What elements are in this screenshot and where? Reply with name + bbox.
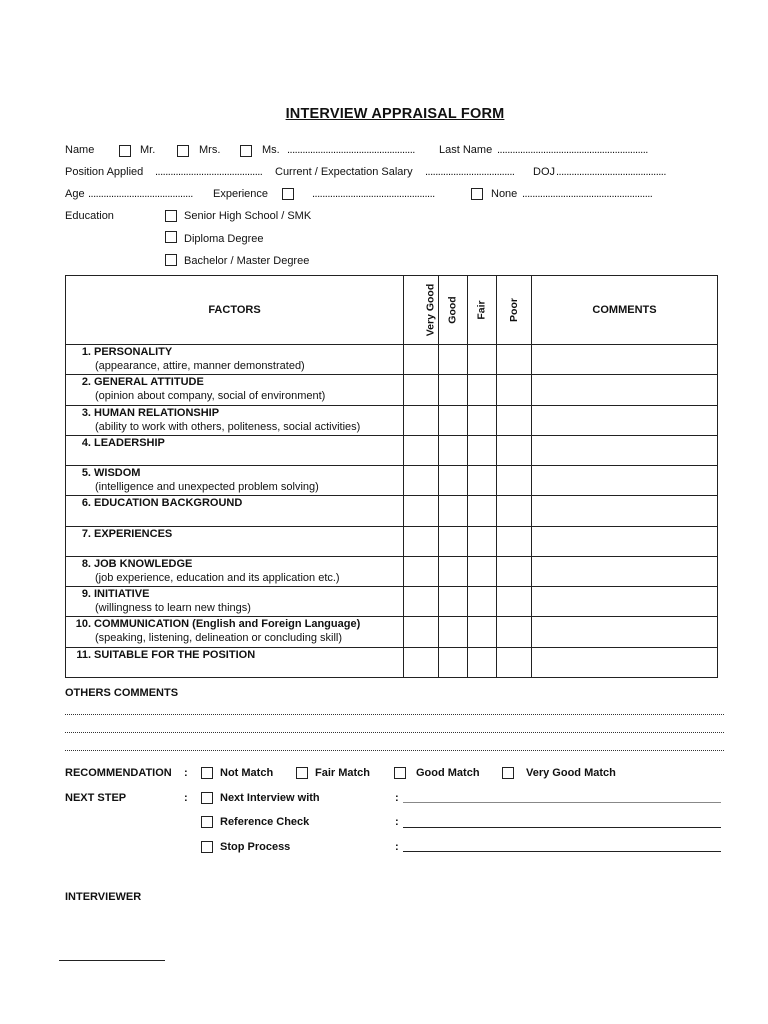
education-checkbox-shs[interactable] (165, 210, 177, 222)
doj-label: DOJ (533, 166, 555, 178)
rating-cell-fair[interactable] (468, 617, 497, 647)
factors-header-label: FACTORS (208, 304, 261, 316)
next-interview-colon: : (395, 792, 399, 804)
factor-cell (66, 587, 404, 617)
rating-label-fair: Fair (475, 300, 488, 320)
name-field[interactable]: .................................................. (287, 144, 415, 156)
ms-checkbox[interactable] (240, 145, 252, 157)
factor-description: (speaking, listening, delineation or concluding skill) (95, 632, 343, 645)
none-field[interactable]: ................................................... (522, 188, 653, 200)
factor-number: 1. (81, 346, 91, 358)
factor-cell (66, 556, 404, 586)
factor-number: 3. (81, 406, 91, 419)
reference-check-label: Reference Check (220, 816, 310, 828)
not-match-label: Not Match (220, 767, 274, 779)
rating-label-very-good: Very Good (424, 283, 437, 337)
reference-check-colon: : (395, 816, 399, 828)
rating-cell-very-good[interactable] (404, 496, 439, 526)
education-checkbox-diploma[interactable] (165, 231, 177, 243)
factor-title-line (70, 557, 403, 571)
others-comments-line-2[interactable] (65, 732, 724, 733)
stop-process-field[interactable] (403, 851, 721, 852)
reference-check-field[interactable] (403, 827, 721, 828)
next-interview-label: Next Interview with (220, 792, 320, 804)
rating-cell-fair[interactable] (468, 526, 497, 556)
rating-cell-fair[interactable] (468, 556, 497, 586)
factor-row (66, 375, 718, 405)
factor-cell (66, 466, 404, 496)
rating-cell-poor[interactable] (497, 587, 532, 617)
education-option-shs: Senior High School / SMK (184, 210, 312, 222)
comments-cell[interactable] (532, 526, 718, 556)
age-field[interactable]: ......................................... (88, 188, 193, 200)
none-label: None (491, 188, 518, 200)
next-interview-field[interactable] (403, 802, 721, 803)
comments-cell[interactable] (532, 345, 718, 375)
factor-cell (66, 375, 404, 405)
position-label: Position Applied (65, 166, 144, 178)
rating-cell-poor[interactable] (497, 375, 532, 405)
factors-table (65, 275, 718, 678)
mr-checkbox[interactable] (119, 145, 131, 157)
rating-cell-good[interactable] (439, 617, 468, 647)
rating-cell-very-good[interactable] (404, 617, 439, 647)
rating-cell-good[interactable] (439, 556, 468, 586)
rating-cell-good[interactable] (439, 647, 468, 677)
good-match-label: Good Match (416, 767, 480, 779)
mr-label: Mr. (140, 144, 156, 156)
rating-cell-very-good[interactable] (404, 405, 439, 435)
factor-row (66, 617, 718, 647)
stop-process-label: Stop Process (220, 841, 291, 853)
rating-label-good: Good (446, 296, 459, 324)
mrs-label: Mrs. (199, 144, 221, 156)
stop-process-checkbox[interactable] (201, 841, 213, 853)
factor-row (66, 435, 718, 465)
next-step-label: NEXT STEP (65, 792, 127, 804)
factor-description: (intelligence and unexpected problem solving) (95, 481, 319, 494)
none-checkbox[interactable] (471, 188, 483, 200)
last-name-label: Last Name (439, 144, 493, 156)
experience-label: Experience (213, 188, 269, 200)
rating-cell-poor[interactable] (497, 405, 532, 435)
factor-row (66, 526, 718, 556)
factor-title-line (70, 345, 403, 359)
rating-cell-fair[interactable] (468, 647, 497, 677)
comments-header-label: COMMENTS (592, 304, 657, 316)
stop-process-colon: : (395, 841, 399, 853)
factor-number: 7. (81, 527, 91, 540)
salary-label: Current / Expectation Salary (275, 166, 413, 178)
factor-row (66, 647, 718, 677)
rating-label-poor: Poor (507, 298, 520, 322)
factor-name: JOB KNOWLEDGE (94, 557, 193, 570)
rating-cell-very-good[interactable] (404, 345, 439, 375)
rating-cell-poor[interactable] (497, 617, 532, 647)
doj-field[interactable]: ........................................... (556, 166, 666, 178)
next-interview-checkbox[interactable] (201, 792, 213, 804)
comments-cell[interactable] (532, 405, 718, 435)
ms-label: Ms. (262, 144, 280, 156)
comments-cell[interactable] (532, 496, 718, 526)
next-step-colon: : (184, 792, 188, 804)
education-checkbox-bachelor[interactable] (165, 254, 177, 266)
good-match-checkbox[interactable] (394, 767, 406, 779)
rating-cell-fair[interactable] (468, 587, 497, 617)
rating-header-very-good (404, 276, 439, 345)
last-name-field[interactable]: ........................................................... (497, 144, 648, 156)
factors-header-row (66, 276, 718, 345)
factor-cell (66, 496, 404, 526)
factor-row (66, 405, 718, 435)
interviewer-signature-line[interactable] (59, 960, 165, 961)
recommendation-label: RECOMMENDATION (65, 767, 172, 779)
rating-cell-very-good[interactable] (404, 526, 439, 556)
factor-description: (opinion about company, social of environment) (95, 390, 326, 403)
experience-checkbox[interactable] (282, 188, 294, 200)
factor-name: SUITABLE FOR THE POSITION (94, 648, 256, 661)
factor-number: 6. (81, 497, 91, 510)
factor-row (66, 556, 718, 586)
comments-header (532, 276, 718, 345)
interviewer-label: INTERVIEWER (65, 891, 142, 903)
rating-cell-fair[interactable] (468, 466, 497, 496)
factor-title-line (70, 436, 403, 450)
others-comments-line-1[interactable] (65, 714, 724, 715)
factor-row (66, 345, 718, 375)
page-title: INTERVIEW APPRAISAL FORM (285, 106, 505, 122)
rating-cell-very-good[interactable] (404, 647, 439, 677)
factor-description: (willingness to learn new things) (95, 602, 251, 615)
very-good-match-label: Very Good Match (526, 767, 616, 779)
factor-number: 11. (76, 648, 91, 661)
factor-title-line (70, 648, 403, 662)
factor-name: EXPERIENCES (94, 527, 173, 540)
rating-cell-very-good[interactable] (404, 466, 439, 496)
factor-cell (66, 617, 404, 647)
factor-cell (66, 526, 404, 556)
factor-number: 9. (81, 588, 91, 601)
rating-cell-good[interactable] (439, 587, 468, 617)
rating-cell-fair[interactable] (468, 375, 497, 405)
very-good-match-checkbox[interactable] (502, 767, 514, 779)
factors-header (66, 276, 404, 345)
factor-name: COMMUNICATION (English and Foreign Language) (94, 618, 361, 631)
others-comments-line-3[interactable] (65, 750, 724, 751)
rating-cell-very-good[interactable] (404, 587, 439, 617)
fair-match-label: Fair Match (315, 767, 371, 779)
education-option-bachelor: Bachelor / Master Degree (184, 255, 310, 267)
factor-description: (job experience, education and its application etc.) (95, 571, 340, 584)
rating-cell-good[interactable] (439, 466, 468, 496)
rating-cell-fair[interactable] (468, 435, 497, 465)
factor-name: WISDOM (94, 467, 141, 480)
rating-cell-very-good[interactable] (404, 435, 439, 465)
salary-field[interactable]: ................................... (425, 166, 515, 178)
rating-cell-good[interactable] (439, 345, 468, 375)
rating-header-poor (497, 276, 532, 345)
factor-number: 5. (81, 467, 91, 480)
factor-name: INITIATIVE (94, 588, 150, 601)
factor-name: LEADERSHIP (94, 436, 165, 449)
rating-cell-very-good[interactable] (404, 556, 439, 586)
factor-title-line (70, 466, 403, 480)
recommendation-colon: : (184, 767, 188, 779)
education-option-diploma: Diploma Degree (184, 233, 264, 245)
factor-row (66, 466, 718, 496)
comments-cell[interactable] (532, 375, 718, 405)
factor-number: 2. (81, 376, 91, 389)
rating-cell-poor[interactable] (497, 345, 532, 375)
comments-cell[interactable] (532, 466, 718, 496)
rating-header-fair (468, 276, 497, 345)
rating-cell-fair[interactable] (468, 405, 497, 435)
factor-description: (ability to work with others, politeness, social activities) (95, 420, 361, 433)
factor-title-line (70, 587, 403, 601)
rating-cell-poor[interactable] (497, 496, 532, 526)
rating-cell-good[interactable] (439, 496, 468, 526)
rating-cell-poor[interactable] (497, 526, 532, 556)
factor-title-line (70, 617, 403, 631)
rating-cell-very-good[interactable] (404, 375, 439, 405)
rating-cell-good[interactable] (439, 435, 468, 465)
factor-title-line (70, 527, 403, 541)
factor-row (66, 587, 718, 617)
education-label: Education (65, 210, 114, 222)
factor-number: 8. (81, 557, 91, 570)
comments-cell[interactable] (532, 587, 718, 617)
factor-name: EDUCATION BACKGROUND (94, 497, 243, 510)
factor-row (66, 496, 718, 526)
factor-cell (66, 405, 404, 435)
comments-cell[interactable] (532, 647, 718, 677)
rating-cell-fair[interactable] (468, 345, 497, 375)
name-label: Name (65, 144, 95, 156)
rating-cell-poor[interactable] (497, 466, 532, 496)
mrs-checkbox[interactable] (177, 145, 189, 157)
not-match-checkbox[interactable] (201, 767, 213, 779)
factor-name: GENERAL ATTITUDE (94, 376, 204, 389)
experience-field[interactable]: ................................................ (312, 188, 435, 200)
rating-header-good (439, 276, 468, 345)
factor-number: 10. (75, 618, 91, 631)
rating-cell-poor[interactable] (497, 435, 532, 465)
factor-cell (66, 345, 404, 375)
rating-cell-good[interactable] (439, 375, 468, 405)
position-field[interactable]: .......................................... (155, 166, 263, 178)
reference-check-checkbox[interactable] (201, 816, 213, 828)
factor-description: (appearance, attire, manner demonstrated) (95, 360, 305, 372)
fair-match-checkbox[interactable] (296, 767, 308, 779)
age-label: Age (65, 188, 85, 200)
rating-cell-good[interactable] (439, 405, 468, 435)
comments-cell[interactable] (532, 435, 718, 465)
others-comments-label: OTHERS COMMENTS (65, 687, 179, 699)
factor-number: 4. (81, 436, 91, 449)
factor-title-line (70, 496, 403, 510)
factor-name: HUMAN RELATIONSHIP (94, 406, 220, 419)
factor-name: PERSONALITY (94, 346, 173, 358)
rating-cell-good[interactable] (439, 526, 468, 556)
factor-title-line (70, 375, 403, 389)
rating-cell-poor[interactable] (497, 647, 532, 677)
factor-cell (66, 647, 404, 677)
comments-cell[interactable] (532, 556, 718, 586)
factor-title-line (70, 406, 403, 420)
factor-cell (66, 435, 404, 465)
rating-cell-poor[interactable] (497, 556, 532, 586)
comments-cell[interactable] (532, 617, 718, 647)
rating-cell-fair[interactable] (468, 496, 497, 526)
